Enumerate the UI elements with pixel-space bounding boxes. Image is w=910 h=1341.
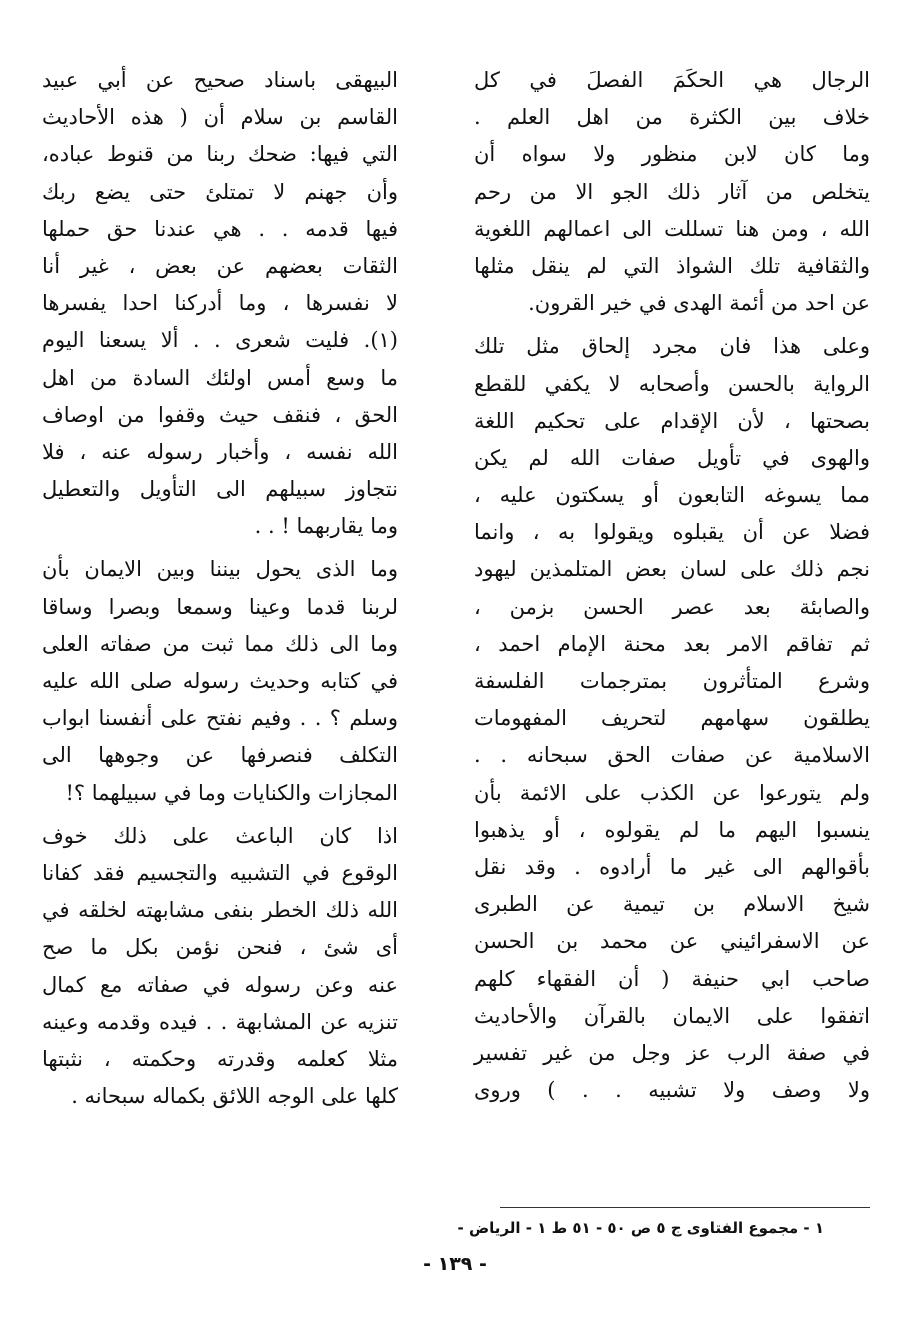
- text-line: تنزيه عن المشابهة . . فيده وقدمه وعينه: [42, 1009, 398, 1034]
- text-line: لا نفسرها ، وما أدركنا احدا يفسرها: [42, 291, 398, 316]
- text-line: الثقات بعضهم عن بعض ، غير أنا: [42, 253, 398, 278]
- text-line: ولم يتورعوا عن الكذب على الائمة بأن: [474, 780, 870, 805]
- text-line: عن الاسفرائيني عن محمد بن الحسن: [474, 929, 870, 954]
- text-line: نتجاوز سبيلهم الى التأويل والتعطيل: [42, 477, 398, 502]
- text-line: مما يسوغه التابعون أو يسكتون عليه ،: [474, 483, 870, 508]
- text-line: خلاف بين الكثرة من اهل العلم .: [474, 105, 870, 130]
- text-line: مثلا كعلمه وقدرته وحكمته ، نثبتها: [42, 1046, 398, 1071]
- text-line: في صفة الرب عز وجل من غير تفسير: [474, 1040, 870, 1065]
- text-line: وما الى ذلك مما ثبت من صفاته العلى: [42, 631, 398, 656]
- text-line: التي فيها: ضحك ربنا من قنوط عباده،: [42, 142, 398, 167]
- page-number: - ١٣٩ -: [423, 1253, 487, 1275]
- text-line: ثم تفاقم الامر بعد محنة الإمام احمد ،: [474, 631, 870, 656]
- left-text-column: [42, 62, 398, 1115]
- text-line: الرواية بالحسن وأصحابه لا يكفي للقطع: [474, 371, 870, 396]
- text-line: الاسلامية عن صفات الحق سبحانه . .: [474, 743, 870, 768]
- text-line: وعلى هذا فان مجرد إلحاق مثل تلك: [474, 334, 870, 359]
- text-line: وما يقاربهما ! . .: [254, 514, 398, 539]
- text-line: كلها على الوجه اللائق بكماله سبحانه .: [71, 1084, 398, 1109]
- text-line: اتفقوا على الايمان بالقرآن والأحاديث: [474, 1003, 870, 1028]
- footnote-divider: [500, 1207, 870, 1208]
- text-line: ينسبوا اليهم ما لم يقولوه ، أو يذهبوا: [474, 817, 870, 842]
- text-line: شيخ الاسلام بن تيمية عن الطبرى: [474, 892, 870, 917]
- right-text-column: [474, 62, 870, 1109]
- text-line: الرجال هي الحكَمَ الفصلَ في كل: [474, 68, 870, 92]
- text-line: في كتابه وحديث رسوله صلى الله عليه: [42, 669, 398, 693]
- text-line: (١). فليت شعرى . . ألا يسعنا اليوم: [42, 328, 398, 353]
- text-line: وما كان لابن منظور ولا سواه أن: [474, 142, 870, 167]
- text-line: اذا كان الباعث على ذلك خوف: [42, 823, 398, 848]
- text-line: أى شئ ، فنحن نؤمن بكل ما صح: [42, 935, 398, 960]
- text-line: ولا وصف ولا تشبيه . . ) وروى: [474, 1078, 870, 1103]
- text-line: والهوى في تأويل صفات الله لم يكن: [474, 445, 870, 470]
- text-line: يتخلص من آثار ذلك الجو الا من رحم: [474, 179, 870, 204]
- text-line: وسلم ؟ . . وفيم نفتح على أنفسنا ابواب: [42, 706, 398, 731]
- text-line: لربنا قدما وعينا وسمعا وبصرا وساقا: [42, 594, 398, 619]
- text-line: الله نفسه ، وأخبار رسوله عنه ، فلا: [42, 439, 398, 464]
- text-line: وما الذى يحول بيننا وبين الايمان بأن: [42, 557, 398, 582]
- text-line: المجازات والكنايات وما في سبيلهما ؟!: [65, 780, 398, 805]
- text-line: البيهقى باسناد صحيح عن أبي عبيد: [42, 68, 398, 92]
- text-line: التكلف فنصرفها عن وجوهها الى: [42, 743, 398, 768]
- text-line: نجم ذلك على لسان بعض المتلمذين ليهود: [474, 557, 870, 582]
- footnote: ١ - مجموع الفتاوى ج ٥ ص ٥٠ - ٥١ ط ١ - الرياض -: [457, 1219, 824, 1237]
- text-line: الوقوع في التشبيه والتجسيم فقد كفانا: [42, 860, 398, 885]
- text-line: فيها قدمه . . هي عندنا حق حملها: [42, 216, 398, 241]
- text-line: وأن جهنم لا تمتلئ حتى يضع ربك: [42, 179, 398, 204]
- text-line: صاحب ابي حنيفة ( أن الفقهاء كلهم: [474, 966, 870, 991]
- text-line: الله ، ومن هنا تسللت الى اعمالهم اللغوية: [474, 216, 870, 241]
- text-line: عنه وعن رسوله في صفاته مع كمال: [42, 972, 398, 997]
- text-line: يطلقون سهامهم لتحريف المفهومات: [474, 706, 870, 731]
- text-line: والثقافية تلك الشواذ التي لم ينقل مثلها: [474, 253, 870, 278]
- text-line: والصابئة بعد عصر الحسن بزمن ،: [474, 594, 870, 619]
- text-line: الله ذلك الخطر بنفى مشابهته لخلقه في: [42, 898, 398, 923]
- text-line: ما وسع أمس اولئك السادة من اهل: [42, 365, 398, 390]
- text-line: بصحتها ، لأن الإقدام على تحكيم اللغة: [474, 408, 870, 433]
- text-line: القاسم بن سلام أن ( هذه الأحاديث: [42, 105, 398, 130]
- text-line: وشرع المتأثرون بمترجمات الفلسفة: [474, 669, 870, 693]
- text-line: بأقوالهم الى غير ما أرادوه . وقد نقل: [474, 854, 870, 879]
- text-line: عن احد من أئمة الهدى في خير القرون.: [528, 291, 870, 316]
- text-line: الحق ، فنقف حيث وقفوا من اوصاف: [42, 402, 398, 427]
- text-line: فضلا عن أن يقبلوه ويقولوا به ، وانما: [474, 520, 870, 545]
